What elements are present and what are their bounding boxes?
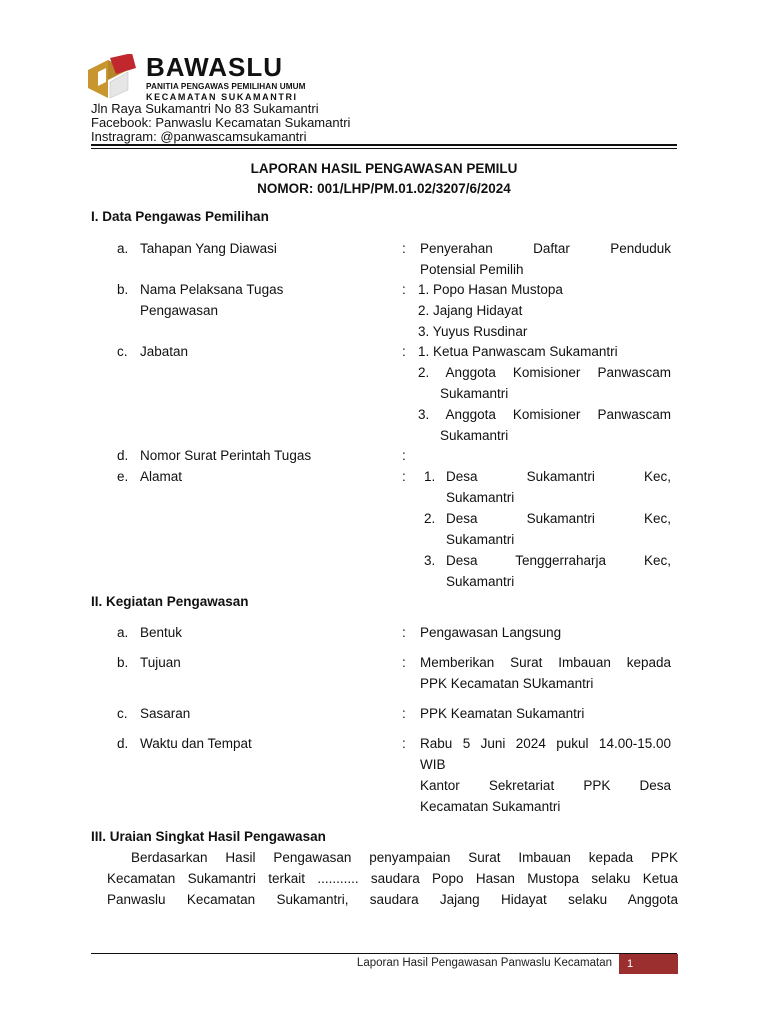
field-label: Waktu dan Tempat	[140, 736, 252, 751]
field-label: Tahapan Yang Diawasi	[140, 241, 277, 256]
field-label: Tujuan	[140, 655, 181, 670]
list-item-cont: Sukamantri	[440, 386, 509, 401]
item-letter: b.	[117, 655, 129, 670]
colon: :	[402, 241, 406, 256]
list-number: 2.	[424, 511, 436, 526]
colon: :	[402, 625, 406, 640]
colon: :	[402, 736, 406, 751]
list-item-cont: Sukamantri	[446, 532, 515, 547]
list-number: 1.	[424, 469, 436, 484]
footer-text: Laporan Hasil Pengawasan Panwaslu Kecamatan	[356, 957, 612, 969]
colon: :	[402, 706, 406, 721]
item-letter: a.	[117, 241, 129, 256]
list-item-cont: Sukamantri	[446, 490, 515, 505]
bawaslu-logo-icon	[86, 54, 138, 100]
list-item-cont: Sukamantri	[440, 428, 509, 443]
item-letter: c.	[117, 706, 128, 721]
section-2-heading: II. Kegiatan Pengawasan	[91, 594, 249, 609]
colon: :	[402, 448, 406, 463]
list-item: 1. Ketua Panwascam Sukamantri	[418, 344, 618, 359]
list-item: 2. Anggota Komisioner Panwascam	[418, 365, 671, 380]
colon: :	[402, 469, 406, 484]
field-value: Memberikan Surat Imbauan kepada	[420, 655, 671, 670]
field-label: Nomor Surat Perintah Tugas	[140, 448, 312, 463]
report-number: NOMOR: 001/LHP/PM.01.02/3207/6/2024	[257, 181, 511, 196]
list-item-cont: Sukamantri	[446, 574, 515, 589]
field-value-cont: Kecamatan Sukamantri	[420, 799, 561, 814]
field-label-cont: Pengawasan	[140, 303, 219, 318]
list-item: Desa Tenggerraharja Kec,	[446, 553, 671, 568]
colon: :	[402, 655, 406, 670]
section-3-heading: III. Uraian Singkat Hasil Pengawasan	[91, 829, 326, 844]
field-value: Rabu 5 Juni 2024 pukul 14.00-15.00	[420, 736, 671, 751]
org-district: KECAMATAN SUKAMANTRI	[146, 92, 298, 102]
org-subtitle: PANITIA PENGAWAS PEMILIHAN UMUM	[146, 82, 306, 91]
instagram: Instragram: @panwascamsukamantri	[91, 129, 307, 144]
footer-rule	[91, 953, 677, 954]
item-letter: b.	[117, 282, 129, 297]
field-label: Jabatan	[140, 344, 189, 359]
field-value-cont: Kantor Sekretariat PPK Desa	[420, 778, 671, 793]
list-item: 1. Popo Hasan Mustopa	[418, 282, 563, 297]
colon: :	[402, 282, 406, 297]
item-letter: e.	[117, 469, 129, 484]
item-letter: d.	[117, 736, 129, 751]
letterhead-org	[146, 54, 306, 103]
colon: :	[402, 344, 406, 359]
facebook: Facebook: Panwaslu Kecamatan Sukamantri	[91, 115, 351, 130]
field-value: Pengawasan Langsung	[420, 625, 562, 640]
report-title: LAPORAN HASIL PENGAWASAN PEMILU	[250, 161, 518, 176]
field-label: Sasaran	[140, 706, 191, 721]
list-item: Desa Sukamantri Kec,	[446, 469, 671, 484]
address: Jln Raya Sukamantri No 83 Sukamantri	[91, 101, 319, 116]
field-value-cont: PPK Kecamatan SUkamantri	[420, 676, 594, 691]
page-number: 1	[619, 954, 678, 974]
item-letter: a.	[117, 625, 129, 640]
letterhead-rule	[91, 144, 677, 146]
field-label: Alamat	[140, 469, 183, 484]
paragraph-line: Kecamatan Sukamantri terkait ........... saudara Popo Hasan Mustopa selaku Ketua	[107, 871, 678, 886]
list-item: 3. Anggota Komisioner Panwascam	[418, 407, 671, 422]
field-value: PPK Keamatan Sukamantri	[420, 706, 585, 721]
paragraph-line: Panwaslu Kecamatan Sukamantri, saudara Jajang Hidayat selaku Anggota	[107, 892, 678, 907]
paragraph-line: Berdasarkan Hasil Pengawasan penyampaian Surat Imbauan kepada PPK	[131, 850, 678, 865]
letterhead-contact	[91, 102, 350, 144]
letterhead-rule-thin	[91, 148, 677, 149]
section-1-heading: I. Data Pengawas Pemilihan	[91, 209, 269, 224]
field-value-cont: WIB	[420, 757, 446, 772]
item-letter: d.	[117, 448, 129, 463]
list-item: 3. Yuyus Rusdinar	[418, 324, 528, 339]
item-letter: c.	[117, 344, 128, 359]
list-number: 3.	[424, 553, 436, 568]
list-item: 2. Jajang Hidayat	[418, 303, 523, 318]
field-value: Penyerahan Daftar Penduduk	[420, 241, 671, 256]
org-name: BAWASLU	[146, 52, 283, 82]
field-label: Bentuk	[140, 625, 183, 640]
field-label: Nama Pelaksana Tugas	[140, 282, 284, 297]
field-value-cont: Potensial Pemilih	[420, 262, 524, 277]
list-item: Desa Sukamantri Kec,	[446, 511, 671, 526]
